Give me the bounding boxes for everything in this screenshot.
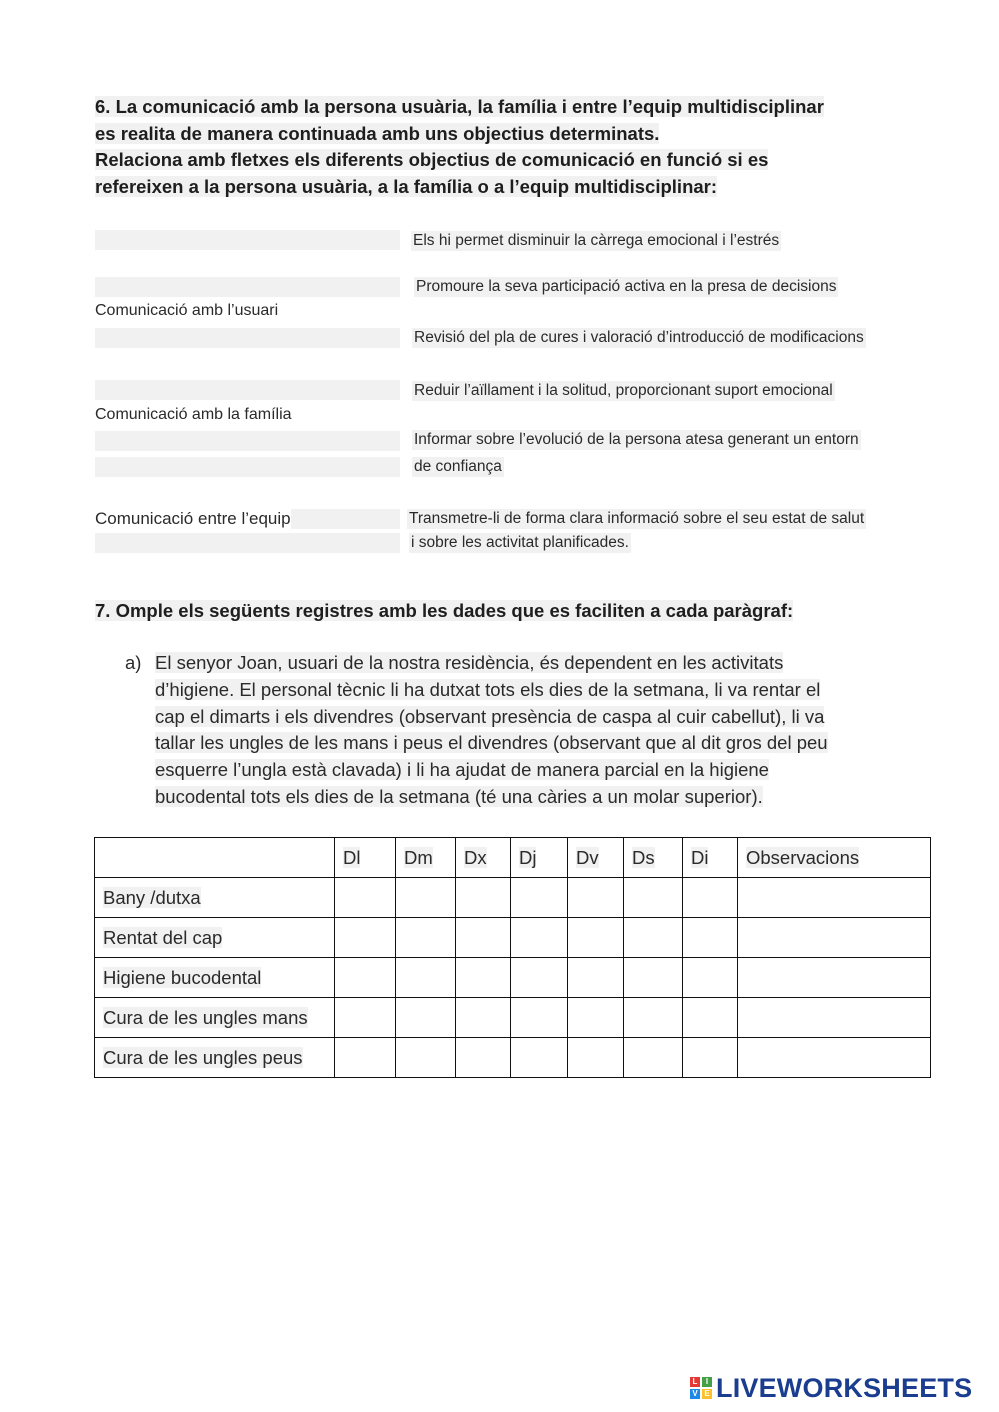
entry-cell[interactable] [624, 958, 683, 998]
q6-title-line: es realita de manera continuada amb uns objectius determinats. [95, 122, 660, 144]
row-label-cell [95, 958, 335, 998]
row-label-cell [95, 998, 335, 1038]
row-label: Bany /dutxa [103, 886, 201, 908]
entry-cell[interactable] [624, 878, 683, 918]
header-cell-empty [95, 838, 335, 878]
row-label: Cura de les ungles mans [103, 1006, 308, 1028]
objective-item[interactable]: Els hi permet disminuir la càrrega emocional i l’estrés [413, 232, 780, 249]
header-label: Dl [343, 846, 361, 868]
header-label: Dj [519, 846, 537, 868]
row-label-cell [95, 1038, 335, 1078]
header-label: Observacions [746, 846, 860, 868]
row-label: Higiene bucodental [103, 966, 262, 988]
left-blank-bar [95, 277, 400, 297]
table-row [95, 1038, 931, 1078]
observations-cell[interactable] [738, 958, 931, 998]
table-row [95, 998, 931, 1038]
liveworksheets-logo [690, 1373, 972, 1403]
q6-title-line: 6. La comunicació amb la persona usuària, la família i entre l’equip multidisciplinar [95, 96, 824, 117]
entry-cell[interactable] [396, 1038, 456, 1078]
entry-cell[interactable] [335, 918, 396, 958]
entry-cell[interactable] [335, 1038, 396, 1078]
left-blank-bar [95, 431, 400, 451]
header-label: Ds [632, 846, 655, 868]
logo-square: L [690, 1377, 700, 1387]
paragraph-line: tallar les ungles de les mans i peus el divendres (observant que al dit gros del peu [155, 732, 828, 754]
header-label: Dx [464, 846, 487, 868]
entry-cell[interactable] [456, 958, 511, 998]
row-label-cell [95, 878, 335, 918]
logo-square: E [702, 1389, 712, 1399]
question-7-title [95, 598, 905, 625]
logo-text: LIVEWORKSHEETS [716, 1372, 973, 1403]
entry-cell[interactable] [456, 1038, 511, 1078]
objective-item[interactable]: Promoure la seva participació activa en la presa de decisions [416, 278, 837, 295]
header-label: Dv [576, 846, 599, 868]
entry-cell[interactable] [624, 918, 683, 958]
table-row [95, 878, 931, 918]
entry-cell[interactable] [683, 918, 738, 958]
header-label: Dm [404, 846, 433, 868]
entry-cell[interactable] [396, 958, 456, 998]
entry-cell[interactable] [511, 918, 568, 958]
entry-cell[interactable] [624, 1038, 683, 1078]
observations-cell[interactable] [738, 1038, 931, 1078]
entry-cell[interactable] [456, 998, 511, 1038]
paragraph-line: cap el dimarts i els divendres (observant presència de caspa al cuir cabellut), li va [155, 705, 825, 727]
entry-cell[interactable] [335, 998, 396, 1038]
entry-cell[interactable] [683, 1038, 738, 1078]
entry-cell[interactable] [456, 918, 511, 958]
paragraph-line: bucodental tots els dies de la setmana (té una càries a un molar superior). [155, 785, 763, 807]
label-communication-team[interactable]: Comunicació entre l’equip [95, 509, 291, 528]
header-cell-ds [624, 838, 683, 878]
header-label: Di [691, 846, 709, 868]
entry-cell[interactable] [568, 918, 624, 958]
entry-cell[interactable] [568, 998, 624, 1038]
logo-square: I [702, 1377, 712, 1387]
objective-item[interactable]: Reduir l’aïllament i la solitud, proporcionant suport emocional [414, 382, 833, 399]
entry-cell[interactable] [683, 998, 738, 1038]
observations-cell[interactable] [738, 878, 931, 918]
entry-cell[interactable] [568, 878, 624, 918]
entry-cell[interactable] [511, 878, 568, 918]
entry-cell[interactable] [511, 998, 568, 1038]
entry-cell[interactable] [683, 958, 738, 998]
entry-cell[interactable] [624, 998, 683, 1038]
list-marker: a) [125, 652, 142, 673]
header-cell-dm [396, 838, 456, 878]
entry-cell[interactable] [568, 958, 624, 998]
objective-item-continued: de confiança [414, 458, 502, 475]
objective-item[interactable]: Informar sobre l’evolució de la persona atesa generant un entorn [414, 431, 859, 448]
q6-title-line: Relaciona amb fletxes els diferents objectius de comunicació en funció si es [95, 149, 769, 170]
entry-cell[interactable] [511, 1038, 568, 1078]
entry-cell[interactable] [683, 878, 738, 918]
left-blank-bar [95, 380, 400, 400]
header-cell-dj [511, 838, 568, 878]
paragraph-line: d’higiene. El personal tècnic li ha dutxat tots els dies de la setmana, li va rentar el [155, 678, 821, 700]
row-label-cell [95, 918, 335, 958]
objective-item[interactable]: Revisió del pla de cures i valoració d’introducció de modificacions [414, 329, 864, 346]
left-blank-bar [95, 457, 400, 477]
logo-squares-icon [690, 1377, 712, 1399]
objective-item-continued: i sobre les activitat planificades. [411, 534, 629, 551]
left-blank-bar [95, 328, 400, 348]
question-6-title [95, 94, 905, 200]
entry-cell[interactable] [511, 958, 568, 998]
entry-cell[interactable] [396, 998, 456, 1038]
row-label: Cura de les ungles peus [103, 1046, 303, 1068]
logo-square: V [690, 1389, 700, 1399]
paragraph-line: El senyor Joan, usuari de la nostra residència, és dependent en les activitats [155, 652, 784, 673]
observations-cell[interactable] [738, 998, 931, 1038]
entry-cell[interactable] [335, 878, 396, 918]
header-cell-dx [456, 838, 511, 878]
entry-cell[interactable] [568, 1038, 624, 1078]
left-blank-bar [95, 230, 400, 250]
q6-title-line: refereixen a la persona usuària, a la família o a l’equip multidisciplinar: [95, 175, 718, 197]
header-cell-di [683, 838, 738, 878]
entry-cell[interactable] [396, 878, 456, 918]
row-label: Rentat del cap [103, 926, 223, 948]
entry-cell[interactable] [335, 958, 396, 998]
table-header-row [95, 838, 931, 878]
hygiene-register-table [94, 837, 931, 1078]
entry-cell[interactable] [396, 918, 456, 958]
table-row [95, 958, 931, 998]
entry-cell[interactable] [456, 878, 511, 918]
objective-item[interactable]: Transmetre-li de forma clara informació sobre el seu estat de salut [409, 510, 865, 527]
observations-cell[interactable] [738, 918, 931, 958]
scenario-paragraph [125, 650, 905, 811]
table-row [95, 918, 931, 958]
q7-title-text: 7. Omple els següents registres amb les dades que es faciliten a cada paràgraf: [95, 600, 794, 621]
left-blank-bar [95, 533, 400, 553]
label-communication-user[interactable]: Comunicació amb l’usuari [95, 302, 279, 319]
label-communication-family[interactable]: Comunicació amb la família [95, 406, 292, 423]
header-cell-observations [738, 838, 931, 878]
header-cell-dv [568, 838, 624, 878]
header-cell-dl [335, 838, 396, 878]
paragraph-line: esquerre l’ungla està clavada) i li ha ajudat de manera parcial en la higiene [155, 759, 769, 781]
